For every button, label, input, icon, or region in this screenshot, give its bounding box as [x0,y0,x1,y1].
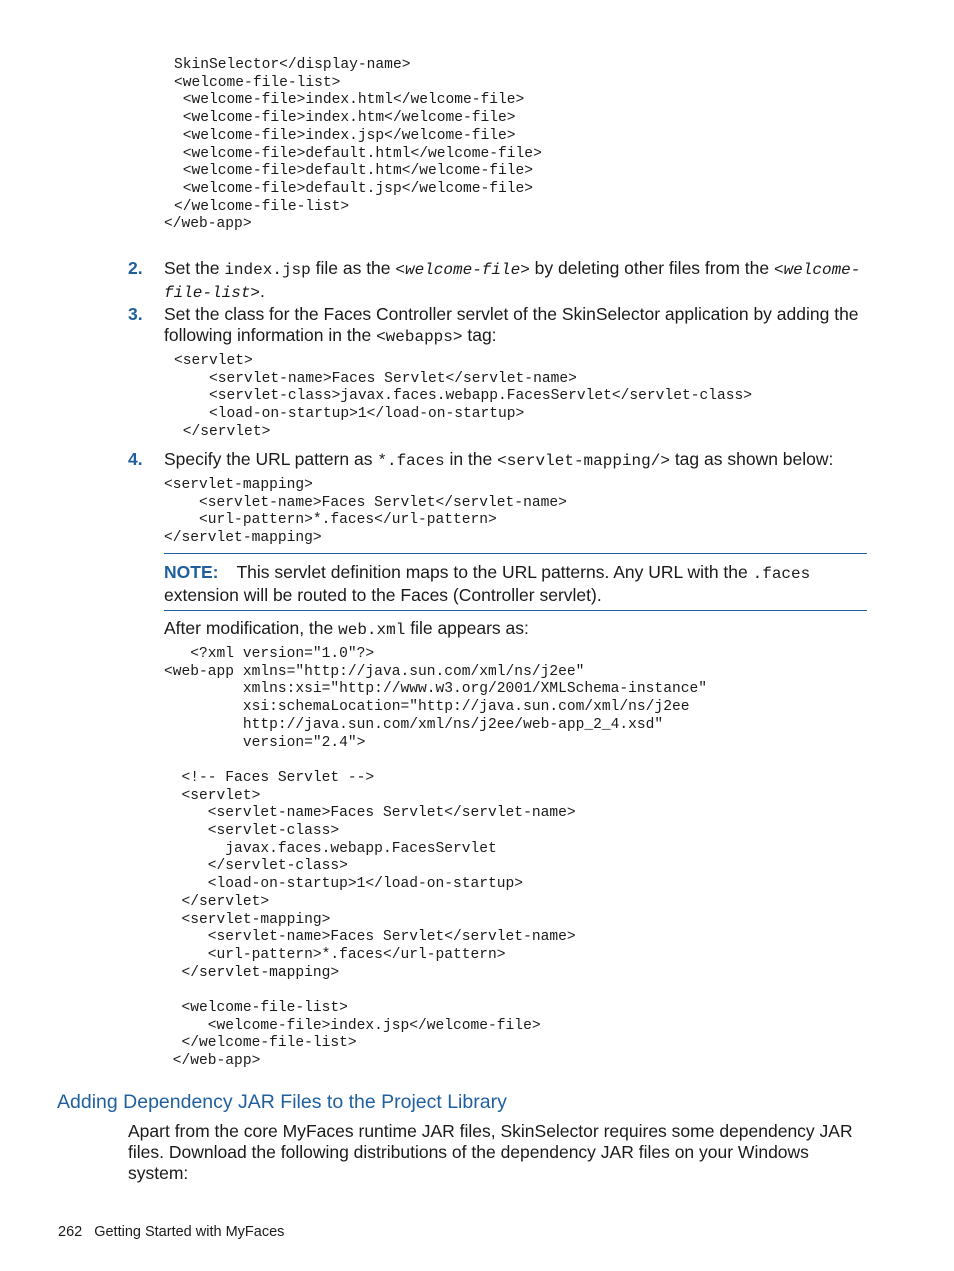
note-text: NOTE: This servlet definition maps to the URL patterns. Any URL with the .faces extension will be routed to the Faces (Controller servlet). [164,562,811,605]
code-block-web-xml-end: SkinSelector</display-name> <welcome-file-list> <welcome-file>index.html</welcome-file> <welcome-file>index.htm</welcome-file> <welcome-file>index.jsp</welcome-file> <welcome-file>default.html</welcome-file> <welcome-file>default.htm</welcome-file> <welcome-file>default.jsp</welcome-file> </welcome-file-list> [174,57,542,215]
note-box [164,553,867,611]
step-text: Set the index.jsp file as the <welcome-file> by deleting other files from the <welcome-file-list>. [164,258,861,302]
page-number: 262 [58,1224,83,1240]
code-block-servlet: <servlet> <servlet-name>Faces Servlet</servlet-name> <servlet-class>javax.faces.webapp.FacesServlet</servlet-class> <load-on-startup>1</load-on-startup> </servlet> [174,353,753,440]
step-text: Specify the URL pattern as *.faces in the <servlet-mapping/> tag as shown below: [164,449,834,470]
step-number: 2. [128,258,143,278]
note-label: NOTE: [164,562,219,582]
after-modification-text: After modification, the web.xml file appears as: [164,618,529,639]
step-number: 4. [128,449,143,469]
code-block-full-web-xml: <?xml version="1.0"?> <web-app xmlns="http://java.sun.com/xml/ns/j2ee" xmlns:xsi="http://www.w3.org/2001/XMLSchema-instance" xsi:schemaLocation="http://java.sun.com/xml/ns/j2ee http://java.sun.com/xml/ns/j2ee/web-app_2_4.xsd" version="2.4"> <!-- Faces Servlet --> <servlet> <servlet-name>Faces Servlet</servlet-name> <servlet-class> javax.faces.webapp.FacesServlet </servlet-class> <load-on-startup>1</load-on-startup> </servlet> <servlet-mapping> <servlet-name>Faces Servlet</servlet-name> <url-pattern>*.faces</url-pattern> </servlet-mapping> <welcome-file-list> <welcome-file>index.jsp</welcome-file> </welcome-file-list> </web-app> [164,646,707,1070]
section-heading: Adding Dependency JAR Files to the Project Library [57,1091,507,1113]
section-body: Apart from the core MyFaces runtime JAR files, SkinSelector requires some dependency JAR files. Download the following distributions of the dependency JAR files on your Windows system: [128,1121,853,1183]
step-number: 3. [128,304,143,324]
code-block-web-app-close: </web-app> [164,216,252,232]
page-footer [58,1223,284,1241]
code-block-servlet-mapping: <servlet-mapping> <servlet-name>Faces Servlet</servlet-name> <url-pattern>*.faces</url-pattern> </servlet-mapping> [164,477,567,547]
step-text: Set the class for the Faces Controller servlet of the SkinSelector application by adding the following information in the <webapps> tag: [164,304,859,346]
chapter-title: Getting Started with MyFaces [94,1224,285,1240]
